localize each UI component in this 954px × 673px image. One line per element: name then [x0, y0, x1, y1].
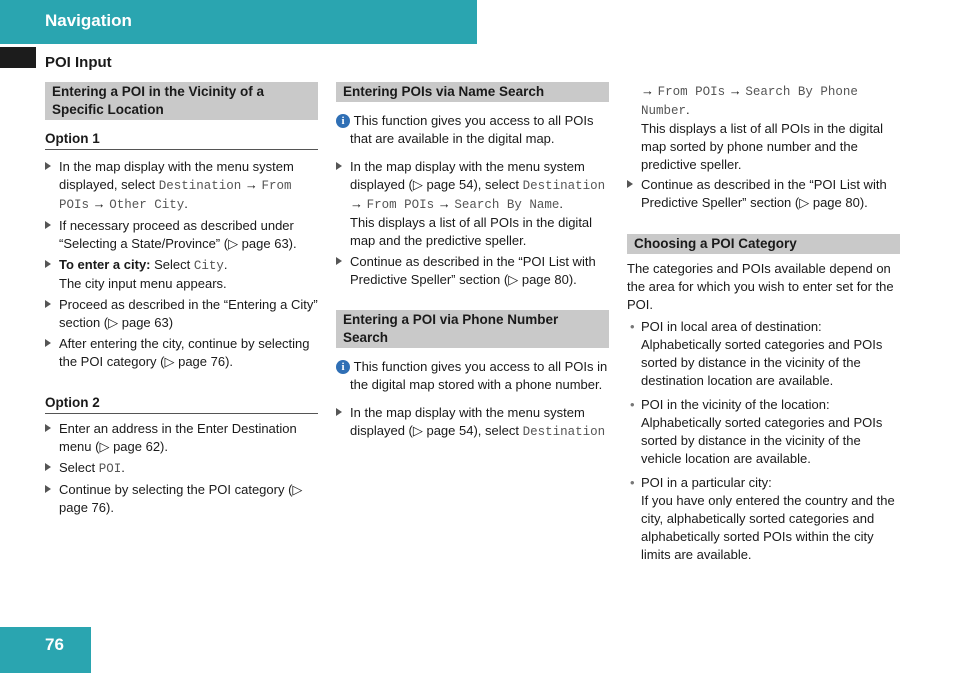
column-2: [336, 82, 609, 444]
list-item: Continue by selecting the POI category (▷ page 76).: [45, 481, 318, 517]
bullet-arrow-icon: [45, 260, 51, 268]
section-marker: [0, 47, 36, 68]
heading-poi-category: Choosing a POI Category: [627, 234, 900, 254]
list-item: In the map display with the menu system displayed, select Destination → From POIs → Other City.: [45, 158, 318, 214]
heading-phone-search: Entering a POI via Phone Number Search: [336, 310, 609, 348]
page-number: 76: [45, 635, 64, 654]
list-item: To enter a city: Select City. The city input menu appears.: [45, 256, 318, 293]
list-item: After entering the city, continue by selecting the POI category (▷ page 76).: [45, 335, 318, 371]
bullet-arrow-icon: [45, 463, 51, 471]
heading-vicinity-location: Entering a POI in the Vicinity of a Specific Location: [45, 82, 318, 120]
option-1-heading: Option 1: [45, 130, 318, 150]
bullet-arrow-icon: [336, 257, 342, 265]
header-title: Navigation: [45, 11, 132, 30]
list-item: • POI in the vicinity of the location: Alphabetically sorted categories and POIs sorted by distance in the vicinity of the vehicle location are available.: [630, 397, 883, 466]
section-title: POI Input: [45, 54, 112, 71]
list-item: • POI in local area of destination: Alphabetically sorted categories and POIs sorted by distance in the vicinity of the destination location are available.: [630, 319, 883, 388]
list-item: • POI in a particular city: If you have only entered the country and the city, alphabetically sorted categories and alphabetically sorted POIs within the city limits are available.: [630, 475, 895, 562]
list-item: In the map display with the menu system displayed (▷ page 54), select Destination → From POIs → Search By Name. This displays a list of all POIs in the digital map and the predictive speller.: [336, 158, 609, 250]
bullet-arrow-icon: [336, 408, 342, 416]
bullet-arrow-icon: [45, 162, 51, 170]
list-item: If necessary proceed as described under “Selecting a State/Province” (▷ page 63).: [45, 217, 318, 253]
continued-text: → From POIs → Search By Phone Number. This displays a list of all POIs in the digital map sorted by phone number and the predictive speller.: [641, 83, 884, 172]
list-item: Proceed as described in the “Entering a City” section (▷ page 63): [45, 296, 318, 332]
column-1: [45, 82, 318, 520]
list-item: Continue as described in the “POI List with Predictive Speller” section (▷ page 80).: [336, 253, 609, 289]
header-bar: [0, 0, 477, 44]
bullet-arrow-icon: [627, 180, 633, 188]
option-2-heading: Option 2: [45, 394, 318, 414]
page-number-tab: [0, 627, 91, 673]
list-item: In the map display with the menu system displayed (▷ page 54), select Destination: [336, 404, 609, 441]
list-item: Continue as described in the “POI List with Predictive Speller” section (▷ page 80).: [627, 176, 900, 212]
bullet-arrow-icon: [45, 221, 51, 229]
heading-name-search: Entering POIs via Name Search: [336, 82, 609, 102]
info-icon: i: [336, 114, 350, 128]
bullet-arrow-icon: [45, 339, 51, 347]
bullet-arrow-icon: [45, 300, 51, 308]
list-item: Select POI.: [45, 459, 318, 478]
bullet-arrow-icon: [336, 162, 342, 170]
bullet-arrow-icon: [45, 485, 51, 493]
list-item: Enter an address in the Enter Destination menu (▷ page 62).: [45, 420, 318, 456]
bullet-arrow-icon: [45, 424, 51, 432]
info-icon: i: [336, 360, 350, 374]
category-intro: The categories and POIs available depend on the area for which you wish to enter set for the POI.: [627, 261, 894, 312]
info-note: i This function gives you access to all POIs that are available in the digital map.: [336, 112, 609, 148]
column-3: [627, 82, 900, 570]
info-note: i This function gives you access to all POIs in the digital map stored with a phone number.: [336, 358, 609, 394]
